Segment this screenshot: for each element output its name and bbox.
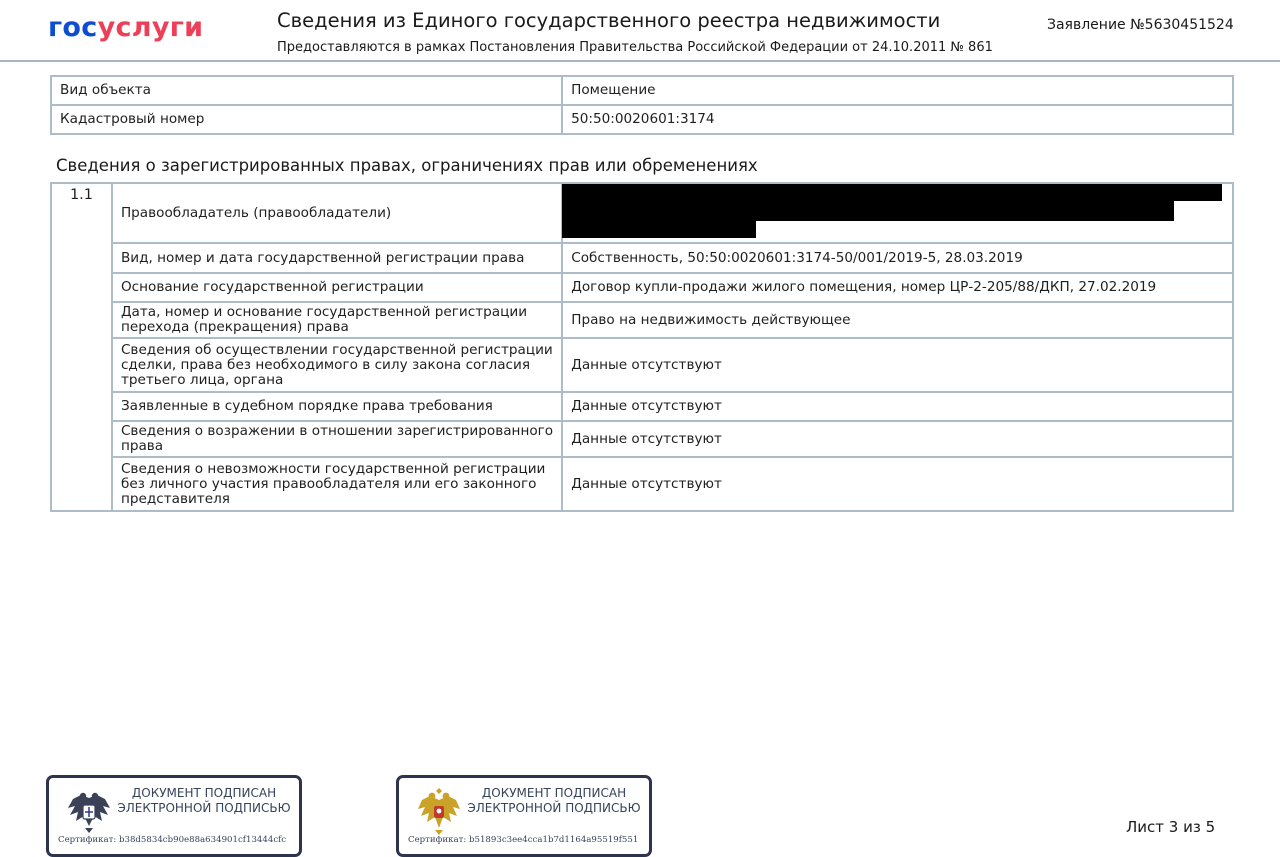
row-label: Правообладатель (правообладатели) (112, 183, 562, 243)
row-value: Данные отсутствуют (562, 421, 1233, 457)
item-number: 1.1 (51, 183, 112, 511)
table-row (51, 302, 1233, 338)
row-value: Право на недвижимость действующее (562, 302, 1233, 338)
row-value: Данные отсутствуют (562, 457, 1233, 511)
table-row (51, 457, 1233, 511)
signature-caption: ДОКУМЕНТ ПОДПИСАН ЭЛЕКТРОННОЙ ПОДПИСЬЮ (467, 786, 641, 815)
object-type-label: Вид объекта (51, 76, 562, 105)
row-value: Данные отсутствуют (562, 392, 1233, 421)
russian-coat-of-arms-icon (415, 788, 463, 836)
row-value: Собственность, 50:50:0020601:3174-50/001/2019-5, 28.03.2019 (562, 243, 1233, 273)
table-row (51, 273, 1233, 302)
page-number: Лист 3 из 5 (1126, 818, 1216, 836)
signature-caption: ДОКУМЕНТ ПОДПИСАН ЭЛЕКТРОННОЙ ПОДПИСЬЮ (117, 786, 291, 815)
redacted-owner-name (563, 184, 1232, 238)
row-label: Вид, номер и дата государственной регистрации права (112, 243, 562, 273)
row-value: Договор купли-продажи жилого помещения, номер ЦР-2-205/88/ДКП, 27.02.2019 (562, 273, 1233, 302)
cadastral-number-value: 50:50:0020601:3174 (562, 105, 1233, 134)
row-label: Основание государственной регистрации (112, 273, 562, 302)
logo-part-uslugi: услуги (97, 12, 204, 43)
redaction-bar (562, 221, 756, 238)
table-row (51, 243, 1233, 273)
gosuslugi-logo[interactable] (48, 12, 203, 43)
row-value: Данные отсутствуют (562, 338, 1233, 392)
row-label: Дата, номер и основание государственной регистрации перехода (прекращения) права (112, 302, 562, 338)
row-label: Сведения о невозможности государственной регистрации без личного участия правообладателя или его законного представителя (112, 457, 562, 511)
table-row (51, 105, 1233, 134)
logo-part-gos: гос (48, 12, 98, 43)
table-row (51, 338, 1233, 392)
certificate-id: Сертификат: b51893c3ee4cca1b7d1164a95519f551 (408, 835, 639, 845)
object-info-table (50, 75, 1234, 135)
rights-table (50, 182, 1234, 512)
table-row (51, 76, 1233, 105)
document-title: Сведения из Единого государственного реестра недвижимости (277, 9, 941, 32)
e-signature-stamp (46, 775, 302, 857)
document-subtitle: Предоставляются в рамках Постановления Правительства Российской Федерации от 24.10.2011 № 861 (277, 40, 993, 55)
e-signature-stamp (396, 775, 652, 857)
row-label: Сведения о возражении в отношении зарегистрированного права (112, 421, 562, 457)
redaction-bar (562, 184, 1222, 201)
cadastral-number-label: Кадастровый номер (51, 105, 562, 134)
application-number: Заявление №5630451524 (1047, 17, 1234, 33)
rosreestr-emblem-icon (65, 788, 113, 836)
table-row (51, 392, 1233, 421)
redaction-bar (562, 201, 1174, 221)
certificate-id: Сертификат: b38d5834cb90e88a634901cf13444cfc (58, 835, 287, 845)
rights-section-heading: Сведения о зарегистрированных правах, ограничениях прав или обременениях (56, 156, 758, 175)
table-row (51, 421, 1233, 457)
row-label: Сведения об осуществлении государственной регистрации сделки, права без необходимого в силу закона согласия третьего лица, органа (112, 338, 562, 392)
table-row (51, 183, 1233, 243)
header-divider (0, 60, 1280, 62)
row-label: Заявленные в судебном порядке права требования (112, 392, 562, 421)
owner-value-cell (562, 183, 1233, 243)
object-type-value: Помещение (562, 76, 1233, 105)
